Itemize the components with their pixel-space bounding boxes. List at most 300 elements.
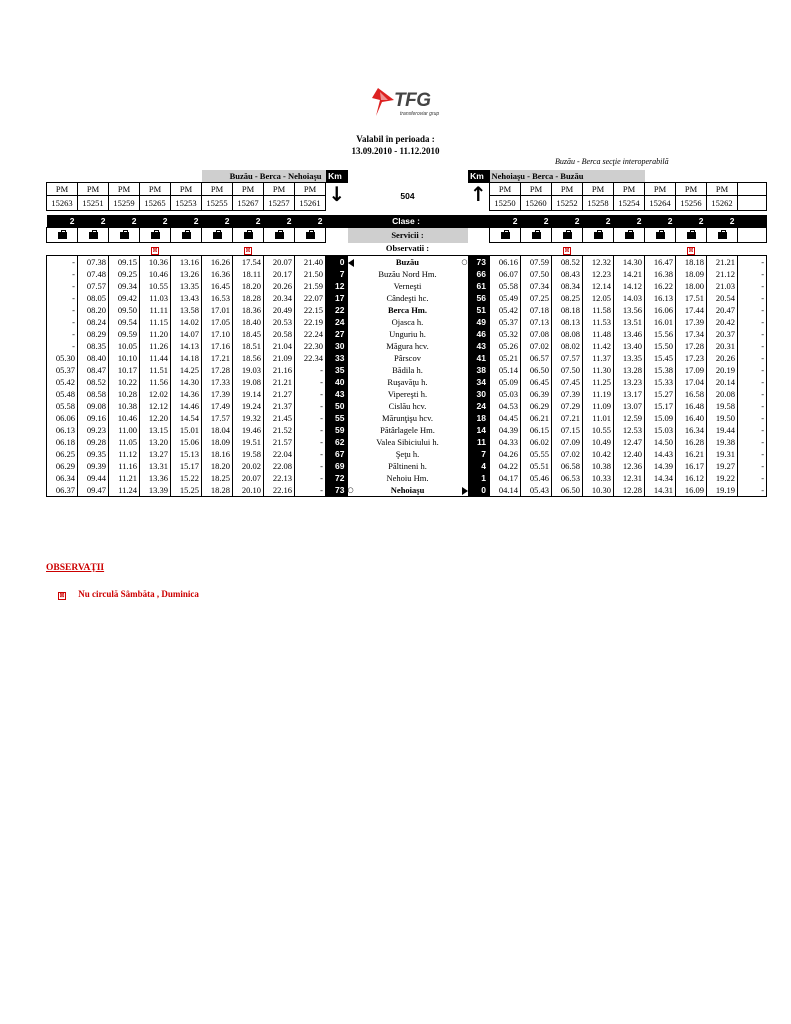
train-category: PM (264, 183, 295, 196)
departure-time: 11.44 (140, 352, 171, 364)
train-number: 15264 (645, 196, 676, 211)
observations-title: OBSERVAŢII (46, 563, 105, 573)
departure-time: 11.26 (140, 340, 171, 352)
km-left (326, 376, 348, 388)
departure-time: 13.51 (614, 316, 645, 328)
departure-time: 18.09 (202, 436, 233, 448)
departure-time: 14.03 (614, 292, 645, 304)
train-category: PM (521, 183, 552, 196)
departure-time: 15.03 (645, 424, 676, 436)
departure-time: 06.37 (47, 484, 78, 497)
train-number: 15258 (583, 196, 614, 211)
departure-time: 14.30 (614, 256, 645, 269)
departure-time: 08.02 (552, 340, 583, 352)
departure-time: 20.53 (264, 316, 295, 328)
departure-time: - (47, 316, 78, 328)
departure-time: 19.51 (233, 436, 264, 448)
km-right (468, 340, 490, 352)
departure-time: 10.49 (583, 436, 614, 448)
departure-time: 06.06 (47, 412, 78, 424)
serv-gap (468, 228, 490, 243)
departure-time: 21.37 (264, 400, 295, 412)
departure-time: 04.53 (490, 400, 521, 412)
station-name (348, 484, 468, 497)
departure-time: 11.05 (109, 436, 140, 448)
station-name (348, 388, 468, 400)
train-number: 15256 (676, 196, 707, 211)
departure-time: 09.25 (109, 268, 140, 280)
departure-time: 19.46 (233, 424, 264, 436)
departure-time: 11.16 (109, 460, 140, 472)
departure-time: 10.38 (109, 400, 140, 412)
train-category: PM (47, 183, 78, 196)
departure-time: 17.23 (676, 352, 707, 364)
departure-time: 14.46 (171, 400, 202, 412)
departure-time: 18.56 (233, 352, 264, 364)
departure-time: 17.05 (202, 316, 233, 328)
service-cell (171, 228, 202, 243)
km-right (468, 436, 490, 448)
station-name (348, 304, 468, 316)
departure-time: - (47, 292, 78, 304)
departure-time: 11.25 (583, 376, 614, 388)
luggage-icon (501, 232, 510, 239)
departure-time: 08.43 (552, 268, 583, 280)
departure-time: 21.27 (264, 388, 295, 400)
departure-time: - (295, 460, 326, 472)
departure-time: - (47, 340, 78, 352)
departure-time: 14.02 (171, 316, 202, 328)
observation-item (58, 589, 199, 600)
luggage-icon (594, 232, 603, 239)
route-right-title: Nehoiaşu - Berca - Buzău (490, 170, 645, 183)
tfg-logo (372, 86, 452, 122)
departure-time: 07.02 (521, 340, 552, 352)
obs-cell (552, 243, 583, 256)
station-label: Mărunţişu hcv. (382, 412, 433, 423)
departure-time: 16.22 (645, 280, 676, 292)
departure-time: 09.23 (78, 424, 109, 436)
service-cell (78, 228, 109, 243)
km-right (468, 448, 490, 460)
departure-time: 06.29 (521, 400, 552, 412)
service-cell (202, 228, 233, 243)
train-class: 2 (140, 215, 171, 228)
departure-time: 10.38 (583, 460, 614, 472)
departure-time: 22.30 (295, 340, 326, 352)
km-right-value: 1 (481, 472, 486, 483)
departure-time: 06.13 (47, 424, 78, 436)
departure-time: 20.08 (707, 388, 738, 400)
train-number: 15257 (264, 196, 295, 211)
departure-time: 08.58 (78, 388, 109, 400)
departure-time: 17.01 (202, 304, 233, 316)
luggage-icon (625, 232, 634, 239)
departure-time: - (738, 292, 767, 304)
departure-time: 15.17 (645, 400, 676, 412)
departure-time: 13.35 (614, 352, 645, 364)
departure-time: 15.06 (171, 436, 202, 448)
obs-cell (109, 243, 140, 256)
departure-time: 11.00 (109, 424, 140, 436)
train-category: PM (171, 183, 202, 196)
km-left (326, 484, 348, 497)
km-left-value: 35 (335, 364, 345, 375)
train-class: 2 (583, 215, 614, 228)
departure-time: 12.40 (614, 448, 645, 460)
triangle-right-icon (462, 487, 468, 495)
departure-time: 07.57 (78, 280, 109, 292)
departure-time: 06.50 (521, 364, 552, 376)
obs-cell (583, 243, 614, 256)
service-cell (645, 228, 676, 243)
km-left (326, 436, 348, 448)
departure-time: 11.30 (583, 364, 614, 376)
departure-time: 10.36 (140, 256, 171, 269)
departure-time: 09.59 (109, 328, 140, 340)
km-right (468, 292, 490, 304)
clase-label: Clase : (348, 215, 468, 228)
departure-time: - (738, 460, 767, 472)
service-cell (264, 228, 295, 243)
departure-time: 21.57 (264, 436, 295, 448)
departure-time: 19.14 (233, 388, 264, 400)
departure-time: 18.28 (233, 292, 264, 304)
departure-time: 18.45 (233, 328, 264, 340)
departure-time: 06.21 (521, 412, 552, 424)
departure-time: 20.34 (264, 292, 295, 304)
departure-time: 14.13 (171, 340, 202, 352)
departure-time: 10.30 (583, 484, 614, 497)
train-number: 15255 (202, 196, 233, 211)
departure-time: 18.16 (202, 448, 233, 460)
km-right-value: 4 (481, 460, 486, 471)
departure-time: 21.52 (264, 424, 295, 436)
train-class: 2 (109, 215, 140, 228)
train-number: 15259 (109, 196, 140, 211)
header-spacer (645, 170, 767, 183)
km-label-right: Km (468, 170, 490, 183)
departure-time: 18.51 (233, 340, 264, 352)
train-class: 2 (521, 215, 552, 228)
departure-time: 16.48 (676, 400, 707, 412)
departure-time: 08.25 (552, 292, 583, 304)
km-right (468, 304, 490, 316)
obs-cell (645, 243, 676, 256)
departure-time: - (47, 328, 78, 340)
km-right (468, 328, 490, 340)
km-left-value: 59 (335, 424, 345, 435)
departure-time: 16.26 (202, 256, 233, 269)
station-label: Valea Sibiciului h. (376, 436, 439, 447)
obs-cell (264, 243, 295, 256)
train-category: PM (490, 183, 521, 196)
km-left-value: 17 (335, 292, 345, 303)
departure-time: 16.36 (202, 268, 233, 280)
departure-time: 10.42 (583, 448, 614, 460)
departure-time: 08.47 (78, 364, 109, 376)
departure-time: 17.33 (202, 376, 233, 388)
departure-time: 06.25 (47, 448, 78, 460)
luggage-icon (275, 232, 284, 239)
luggage-icon (718, 232, 727, 239)
circle-icon: ○ (347, 485, 354, 494)
departure-time: 14.12 (614, 280, 645, 292)
train-category: PM (583, 183, 614, 196)
departure-time: 06.45 (521, 376, 552, 388)
empty-train-col (738, 196, 767, 211)
departure-time: - (738, 472, 767, 484)
departure-time: 18.28 (202, 484, 233, 497)
train-category: PM (140, 183, 171, 196)
departure-time: 17.49 (202, 400, 233, 412)
km-right (468, 268, 490, 280)
km-right-value: 51 (476, 304, 486, 315)
departure-time: 05.26 (490, 340, 521, 352)
departure-time: 20.14 (707, 376, 738, 388)
service-cell (614, 228, 645, 243)
clase-gap (468, 215, 490, 228)
departure-time: 07.09 (552, 436, 583, 448)
departure-time: 18.20 (202, 460, 233, 472)
departure-time: 20.42 (707, 316, 738, 328)
departure-time: 05.58 (490, 280, 521, 292)
departure-time: 15.27 (645, 388, 676, 400)
serv-gap (326, 228, 348, 243)
departure-time: 05.21 (490, 352, 521, 364)
station-name (348, 292, 468, 304)
station-label: Pârscov (394, 352, 421, 363)
station-label: Nehoiaşu (390, 484, 425, 495)
km-right (468, 316, 490, 328)
station-label: Buzău (395, 256, 420, 267)
train-number: 15262 (707, 196, 738, 211)
cross-box-icon: ⊠ (564, 246, 570, 254)
km-right-value: 24 (476, 400, 486, 411)
departure-time: 04.26 (490, 448, 521, 460)
km-right-value: 61 (476, 280, 486, 291)
departure-time: - (738, 412, 767, 424)
validity-dates: 13.09.2010 - 11.12.2010 (351, 146, 440, 156)
departure-time: - (738, 268, 767, 280)
departure-time: - (47, 256, 78, 269)
station-label: Unguriu h. (389, 328, 426, 339)
departure-time: 17.51 (676, 292, 707, 304)
departure-time: 07.13 (521, 316, 552, 328)
train-number: 15267 (233, 196, 264, 211)
departure-time: 22.13 (264, 472, 295, 484)
km-right-value: 56 (476, 292, 486, 303)
obs-cell (738, 243, 767, 256)
departure-time: 19.08 (233, 376, 264, 388)
departure-time: 20.49 (264, 304, 295, 316)
departure-time: 21.09 (264, 352, 295, 364)
train-category: PM (78, 183, 109, 196)
km-left-value: 72 (335, 472, 345, 483)
departure-time: 20.10 (233, 484, 264, 497)
logo-brand: TFG (394, 90, 431, 111)
train-class: 2 (233, 215, 264, 228)
km-left-value: 62 (335, 436, 345, 447)
departure-time: 22.08 (264, 460, 295, 472)
departure-time: 06.07 (490, 268, 521, 280)
departure-time: 07.08 (521, 328, 552, 340)
departure-time: 09.16 (78, 412, 109, 424)
train-category: PM (614, 183, 645, 196)
departure-time: 21.21 (264, 376, 295, 388)
departure-time: 15.17 (171, 460, 202, 472)
departure-time: 05.42 (47, 376, 78, 388)
departure-time: 09.42 (109, 292, 140, 304)
departure-time: 07.29 (552, 400, 583, 412)
km-left-value: 27 (335, 328, 345, 339)
departure-time: 15.22 (171, 472, 202, 484)
station-name (348, 376, 468, 388)
departure-time: 21.45 (264, 412, 295, 424)
departure-time: 10.10 (109, 352, 140, 364)
departure-time: 18.11 (233, 268, 264, 280)
luggage-icon (563, 232, 572, 239)
departure-time: 20.07 (233, 472, 264, 484)
station-label: Vipereşti h. (387, 388, 428, 399)
km-left-value: 67 (335, 448, 345, 459)
departure-time: 12.53 (614, 424, 645, 436)
departure-time: 20.47 (707, 304, 738, 316)
departure-time: 22.04 (264, 448, 295, 460)
departure-time: 10.55 (140, 280, 171, 292)
km-right (468, 352, 490, 364)
km-right (468, 376, 490, 388)
departure-time: 13.58 (171, 304, 202, 316)
departure-time: 13.40 (614, 340, 645, 352)
departure-time: - (738, 340, 767, 352)
km-right (468, 412, 490, 424)
luggage-icon (89, 232, 98, 239)
obs-cell (676, 243, 707, 256)
service-cell (140, 228, 171, 243)
departure-time: 11.48 (583, 328, 614, 340)
departure-time: 08.52 (552, 256, 583, 269)
departure-time: 05.43 (521, 484, 552, 497)
station-label: Cislău hcv. (388, 400, 427, 411)
departure-time: 21.21 (707, 256, 738, 269)
departure-time: 12.28 (614, 484, 645, 497)
departure-time: 13.43 (171, 292, 202, 304)
train-number: 15261 (295, 196, 326, 211)
station-name (348, 328, 468, 340)
departure-time: - (738, 304, 767, 316)
interoperable-note: Buzău - Berca secţie interoperabilă (555, 157, 669, 166)
train-number: 15252 (552, 196, 583, 211)
station-name (348, 316, 468, 328)
departure-time: 04.14 (490, 484, 521, 497)
departure-time: 15.25 (171, 484, 202, 497)
km-left (326, 292, 348, 304)
km-right-value: 66 (476, 268, 486, 279)
km-left (326, 316, 348, 328)
departure-time: 17.16 (202, 340, 233, 352)
departure-time: - (295, 424, 326, 436)
train-category: PM (676, 183, 707, 196)
departure-time: - (295, 364, 326, 376)
departure-time: 17.34 (676, 328, 707, 340)
station-name (348, 352, 468, 364)
departure-time: 19.27 (707, 460, 738, 472)
departure-time: 18.04 (202, 424, 233, 436)
departure-time: 09.39 (78, 460, 109, 472)
cross-box-icon: ⊠ (152, 246, 158, 254)
luggage-icon (532, 232, 541, 239)
departure-time: 11.01 (583, 412, 614, 424)
servicii-label: Servicii : (348, 228, 468, 243)
station-name (348, 268, 468, 280)
departure-time: 20.31 (707, 340, 738, 352)
timetable (46, 170, 767, 497)
train-class: 2 (202, 215, 233, 228)
departure-time: 06.18 (47, 436, 78, 448)
departure-time: 08.24 (78, 316, 109, 328)
departure-time: 08.52 (78, 376, 109, 388)
train-class: 2 (676, 215, 707, 228)
departure-time: 18.00 (676, 280, 707, 292)
departure-time: 13.20 (140, 436, 171, 448)
departure-time: 12.20 (140, 412, 171, 424)
obs-cell (614, 243, 645, 256)
departure-time: 22.24 (295, 328, 326, 340)
departure-time: 04.45 (490, 412, 521, 424)
km-left-value: 22 (335, 304, 345, 315)
departure-time: 12.23 (583, 268, 614, 280)
departure-time: 15.33 (645, 376, 676, 388)
departure-time: - (47, 280, 78, 292)
departure-time: 12.32 (583, 256, 614, 269)
luggage-icon (213, 232, 222, 239)
clase-gap (738, 215, 767, 228)
departure-time: 16.38 (645, 268, 676, 280)
km-left-value: 24 (335, 316, 345, 327)
km-right-value: 18 (476, 412, 486, 423)
departure-time: 09.08 (78, 400, 109, 412)
km-right-value: 73 (476, 256, 486, 267)
departure-time: 17.09 (676, 364, 707, 376)
departure-time: 05.37 (47, 364, 78, 376)
km-right (468, 364, 490, 376)
departure-time: 11.12 (109, 448, 140, 460)
km-right-value: 14 (476, 424, 486, 435)
departure-time: 09.44 (78, 472, 109, 484)
km-left-value: 40 (335, 376, 345, 387)
departure-time: 10.05 (109, 340, 140, 352)
service-cell (707, 228, 738, 243)
departure-time: 18.25 (202, 472, 233, 484)
luggage-icon (58, 232, 67, 239)
logo-mark-icon (372, 88, 396, 118)
train-class: 2 (78, 215, 109, 228)
departure-time: 21.59 (295, 280, 326, 292)
train-number: 15263 (47, 196, 78, 211)
luggage-icon (244, 232, 253, 239)
train-class: 2 (707, 215, 738, 228)
departure-time: 05.55 (521, 448, 552, 460)
departure-time: 17.28 (676, 340, 707, 352)
km-right-value: 30 (476, 388, 486, 399)
departure-time: 07.02 (552, 448, 583, 460)
departure-time: 17.44 (676, 304, 707, 316)
departure-time: - (295, 448, 326, 460)
departure-time: 15.09 (645, 412, 676, 424)
service-cell (583, 228, 614, 243)
departure-time: 07.57 (552, 352, 583, 364)
